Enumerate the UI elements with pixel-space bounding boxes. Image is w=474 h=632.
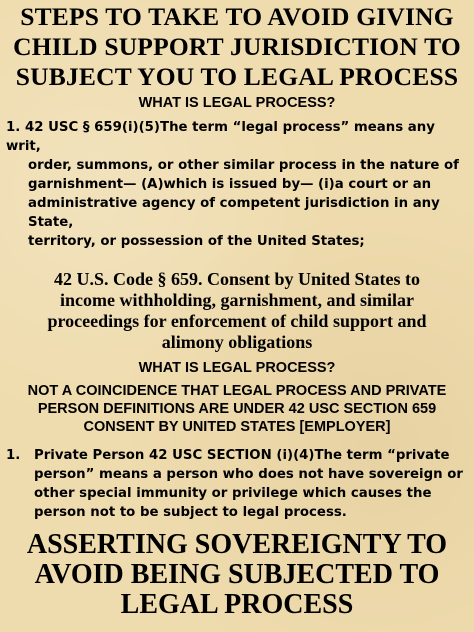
code-title-line-2: income withholding, garnishment, and similar <box>59 290 415 310</box>
section2-item-line-3: other special immunity or privilege which causes the <box>34 486 432 501</box>
section1-item-line-2: order, summons, or other similar process in the nature of <box>28 158 459 173</box>
notice-line-2: PERSON DEFINITIONS ARE UNDER 42 USC SECTION 659 <box>37 401 437 417</box>
section2-item <box>6 446 470 522</box>
section1-item-line-1 <box>6 118 470 156</box>
section1-item-number: 1. <box>6 120 21 135</box>
code-title-line-3: proceedings for enforcement of child support and <box>47 311 427 331</box>
code-title-line-4: alimony obligations <box>161 332 313 352</box>
code-title <box>0 269 474 353</box>
notice-line-3: CONSENT BY UNITED STATES [EMPLOYER] <box>83 419 391 435</box>
footer-title <box>0 530 474 620</box>
notice-line-1: NOT A COINCIDENCE THAT LEGAL PROCESS AND PRIVATE <box>27 383 447 399</box>
section1-item <box>6 118 470 251</box>
section2-item-number: 1. <box>6 448 21 463</box>
section1-item-line-5: territory, or possession of the United States; <box>28 234 365 249</box>
section1-heading: WHAT IS LEGAL PROCESS? <box>138 95 336 111</box>
title-line-2: CHILD SUPPORT JURISDICTION TO <box>13 32 461 61</box>
section1-item-line-3: garnishment— (A)which is issued by— (i)a court or an <box>28 177 432 192</box>
section2-item-line-4: person not to be subject to legal process. <box>34 505 347 520</box>
code-title-line-1: 42 U.S. Code § 659. Consent by United States to <box>53 269 421 289</box>
title-line-3: SUBJECT YOU TO LEGAL PROCESS <box>15 62 459 91</box>
section2-notice <box>0 382 474 436</box>
footer-line-1: ASSERTING SOVEREIGNTY TO <box>26 529 448 560</box>
section2-heading: WHAT IS LEGAL PROCESS? <box>138 360 336 376</box>
section2-item-line-2: person” means a person who does not have sovereign or <box>34 467 463 482</box>
footer-line-3: LEGAL PROCESS <box>120 589 354 620</box>
section2-item-line-1: Private Person 42 USC SECTION (i)(4)The term “private <box>34 448 450 463</box>
section1-item-line-1-text: 42 USC § 659(i)(5)The term “legal process” means any writ, <box>6 120 435 154</box>
title-line-1: STEPS TO TAKE TO AVOID GIVING <box>20 2 454 31</box>
section1-item-line-4: administrative agency of competent jurisdiction in any State, <box>28 196 440 230</box>
slide-title <box>0 2 474 92</box>
footer-line-2: AVOID BEING SUBJECTED TO <box>34 559 440 590</box>
